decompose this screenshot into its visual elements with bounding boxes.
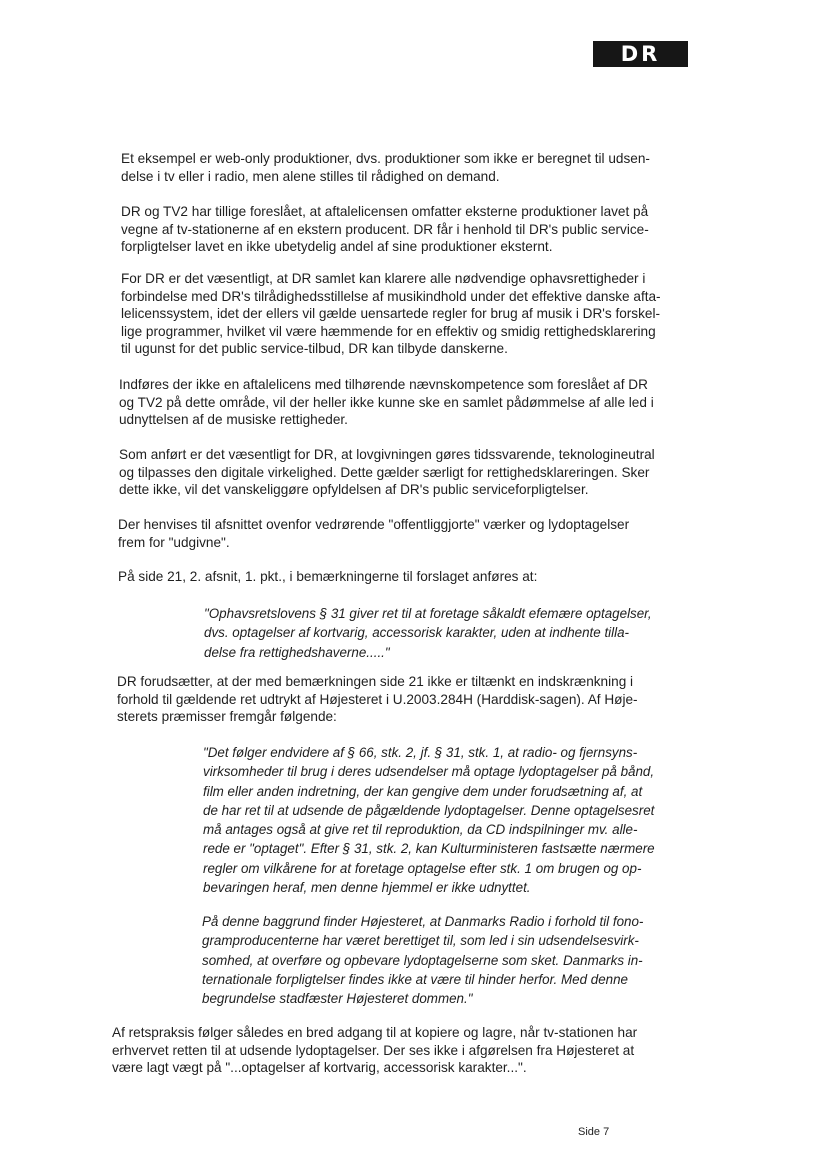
page-number: Side 7 bbox=[578, 1126, 610, 1138]
text-line: og TV2 på dette område, vil der heller ikke kunne ske en samlet pådømmelse af alle led i bbox=[119, 394, 654, 410]
quote-line: bevaringen heraf, men denne hjemmel er ikke udnyttet. bbox=[203, 880, 531, 896]
paragraph-legislation bbox=[119, 446, 655, 499]
text-line: lelicenssystem, idet der ellers vil gælde uensartede regler for brug af musik i DR's forskel- bbox=[121, 306, 661, 322]
text-line: frem for "udgivne". bbox=[118, 534, 230, 550]
text-line: For DR er det væsentligt, at DR samlet kan klarere alle nødvendige ophavsrettigheder i bbox=[121, 271, 646, 286]
paragraph-agreement-license bbox=[119, 376, 654, 429]
text-line: Der henvises til afsnittet ovenfor vedrørende "offentliggjorte" værker og lydoptagelser bbox=[118, 517, 630, 532]
text-line: erhvervet retten til at udsende lydoptagelser. Der ses ikke i afgørelsen fra Højesteret at bbox=[112, 1042, 635, 1058]
quote-line: På denne baggrund finder Højesteret, at Danmarks Radio i forhold til fono- bbox=[202, 914, 644, 929]
paragraph-external-productions bbox=[121, 203, 649, 256]
text-line: forbindelse med DR's tilrådighedsstillelse af musikindhold under det effektive danske afta- bbox=[121, 288, 661, 304]
text-line: DR forudsætter, at der med bemærkningen side 21 ikke er tiltænkt en indskrænkning i bbox=[117, 674, 634, 689]
text-line: forpligtelser lavet en ikke ubetydelig andel af sine produktioner eksternt. bbox=[121, 239, 553, 255]
paragraph-case-law bbox=[112, 1024, 637, 1077]
quote-judgment-premises bbox=[203, 743, 655, 897]
text-line: og tilpasses den digitale virkelighed. Dette gælder særligt for rettighedsklareringen. Sker bbox=[119, 464, 650, 480]
text-line: vegne af tv-stationerne af en ekstern producent. DR får i henhold til DR's public service- bbox=[121, 221, 649, 237]
text-line: være lagt vægt på "...optagelser af kortvarig, accessorisk karakter...". bbox=[112, 1060, 527, 1076]
quote-line: "Ophavsretslovens § 31 giver ret til at foretage såkaldt efemære optagelser, bbox=[204, 606, 652, 621]
text-line: sterets præmisser fremgår følgende: bbox=[117, 709, 337, 725]
paragraph-rights-clearance bbox=[121, 270, 661, 358]
text-line: til ugunst for det public service-tilbud, DR kan tilbyde danskerne. bbox=[121, 341, 508, 357]
quote-line: begrundelse stadfæster Højesteret dommen." bbox=[202, 991, 473, 1007]
quote-line: må antages også at give ret til reproduktion, da CD indspilninger mv. alle- bbox=[203, 822, 638, 838]
text-line: Indføres der ikke en aftalelicens med tilhørende nævnskompetence som foreslået af DR bbox=[119, 377, 648, 392]
text-line: DR og TV2 har tillige foreslået, at aftalelicensen omfatter eksterne produktioner lavet på bbox=[121, 204, 649, 219]
quote-line: rede er "optaget". Efter § 31, stk. 2, kan Kulturministeren fastsætte nærmere bbox=[203, 841, 655, 857]
text-line: forhold til gældende ret udtrykt af Højesteret i U.2003.284H (Harddisk-sagen). Af Høje- bbox=[117, 691, 638, 707]
quote-line: "Det følger endvidere af § 66, stk. 2, jf. § 31, stk. 1, at radio- og fjernsyns- bbox=[203, 745, 638, 760]
text-line: dette ikke, vil det vanskeliggøre opfyldelsen af DR's public serviceforpligtelser. bbox=[119, 482, 589, 498]
quote-judgment-conclusion bbox=[202, 912, 643, 1008]
text-line: På side 21, 2. afsnit, 1. pkt., i bemærkningerne til forslaget anføres at: bbox=[118, 569, 538, 584]
quote-line: de har ret til at udsende de pågældende lydoptagelser. Denne optagelsesret bbox=[203, 802, 655, 818]
quote-line: delse fra rettighedshaverne....." bbox=[204, 644, 390, 660]
text-line: udnyttelsen af de musiske rettigheder. bbox=[119, 412, 348, 428]
quote-line: virksomheder til brug i deres udsendelser må optage lydoptagelser på bånd, bbox=[203, 764, 655, 780]
quote-line: dvs. optagelser af kortvarig, accessorisk karakter, uden at indhente tilla- bbox=[204, 625, 629, 641]
paragraph-web-only bbox=[121, 150, 650, 185]
quote-line: gramproducenterne har været berettiget til, som led i sin udsendelsesvirk- bbox=[202, 933, 639, 949]
dr-logo bbox=[593, 41, 688, 67]
dr-logo-text: DR bbox=[620, 41, 661, 66]
text-line: Af retspraksis følger således en bred adgang til at kopiere og lagre, når tv-stationen har bbox=[112, 1025, 638, 1040]
paragraph-published-works bbox=[118, 516, 629, 551]
quote-line: film eller anden indretning, der kan gengive dem under forudsætning af, at bbox=[203, 783, 643, 799]
text-line: lige programmer, hvilket vil være hæmmende for en effektiv og smidig rettighedsklarering bbox=[121, 323, 656, 339]
paragraph-page-21-intro bbox=[118, 568, 537, 586]
quote-line: regler om vilkårene for at foretage optagelse efter stk. 1 om brugen og op- bbox=[203, 860, 642, 876]
text-line: Som anført er det væsentligt for DR, at lovgivningen gøres tidssvarende, teknologineutral bbox=[119, 447, 655, 462]
quote-line: ternationale forpligtelser findes ikke at være til hinder herfor. Med denne bbox=[202, 971, 629, 987]
text-line: Et eksempel er web-only produktioner, dvs. produktioner som ikke er beregnet til udsen- bbox=[121, 151, 650, 166]
quote-line: somhed, at overføre og opbevare lydoptagelserne som sket. Danmarks in- bbox=[202, 952, 643, 968]
text-line: delse i tv eller i radio, men alene stilles til rådighed on demand. bbox=[121, 168, 500, 184]
paragraph-supreme-court bbox=[117, 673, 638, 726]
quote-ephemeral-recordings bbox=[204, 604, 652, 662]
